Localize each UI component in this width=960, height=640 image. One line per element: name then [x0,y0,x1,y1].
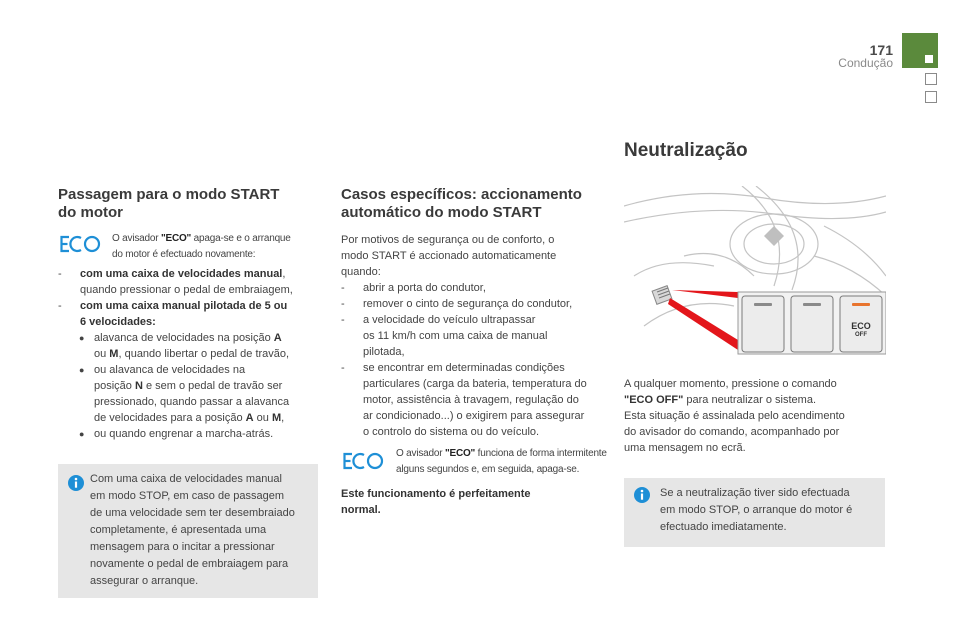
eco-note: O avisador "ECO" apaga-se e o arranque do motor é efectuado novamente: [112,233,291,260]
info-text: Se a neutralização tiver sido efectuada em modo STOP, o arranque do motor é efectuado imediatamente. [660,487,853,533]
page-number: 171 [869,42,893,58]
chapter-tab [925,73,937,85]
left-section-title: Passagem para o modo START do motor [58,186,280,221]
eco-off-button-label: ECO OFF [851,321,871,338]
info-box-neutralization [624,478,885,547]
middle-section-title: Casos específicos: accionamento automático do modo START [341,186,582,221]
right-section-title: Neutralização [624,140,748,161]
eco-indicator-icon [341,450,385,472]
start-conditions-list: - com uma caixa de velocidades manual, quando pressionar o pedal de embraiagem, - com uma caixa manual pilotada de 5 ou 6 velocidades: ● alavanca de velocidades na posição A ou M, quando libertar o pedal de travão, ● ou alavanca de velocidades na posição N e sem o pedal de travão ser pressionado, quando passar a alavanca de velocidades para a posição A ou M, ● ou quando engrenar a marcha-atrás. [58,266,323,442]
chapter-tab [925,91,937,103]
chapter-tab-active [902,33,938,68]
info-text: Com uma caixa de velocidades manual em modo STOP, em caso de passagem de uma velocidade sem ter desembraiado completamente, é apresentada uma mensagem para o incitar a pressionar novamente o pedal de embraiagem para assegurar o arranque. [90,473,295,587]
section-name: Condução [838,56,893,70]
info-icon [68,475,84,491]
info-icon [634,487,650,503]
auto-start-text: Por motivos de segurança ou de conforto, o modo START é accionado automaticamente quando: - abrir a porta do condutor, - remover o cinto de segurança do condutor, - a velocidade do veículo ultrapassar os 11 km/h com uma caixa de manual pilotada, - se encontrar em determinadas condições particulares (carga da bateria, temperatura do motor, assistência à travagem, regulação do ar condicionado...) o exigirem para assegurar o controlo do sistema ou do veículo. [341,234,587,438]
info-box-manual [58,464,318,598]
neutralization-text: A qualquer momento, pressione o comando "ECO OFF" para neutralizar o sistema. Esta situação é assinalada pelo acendimento do avisador do comando, acompanhado por uma mensagem no ecrã. [624,378,845,454]
eco-blink-note: O avisador "ECO" funciona de forma intermitente alguns segundos e, em seguida, apaga-se. [396,448,607,475]
normal-operation-note: Este funcionamento é perfeitamente normal. [341,488,531,516]
eco-indicator-icon [58,233,102,255]
